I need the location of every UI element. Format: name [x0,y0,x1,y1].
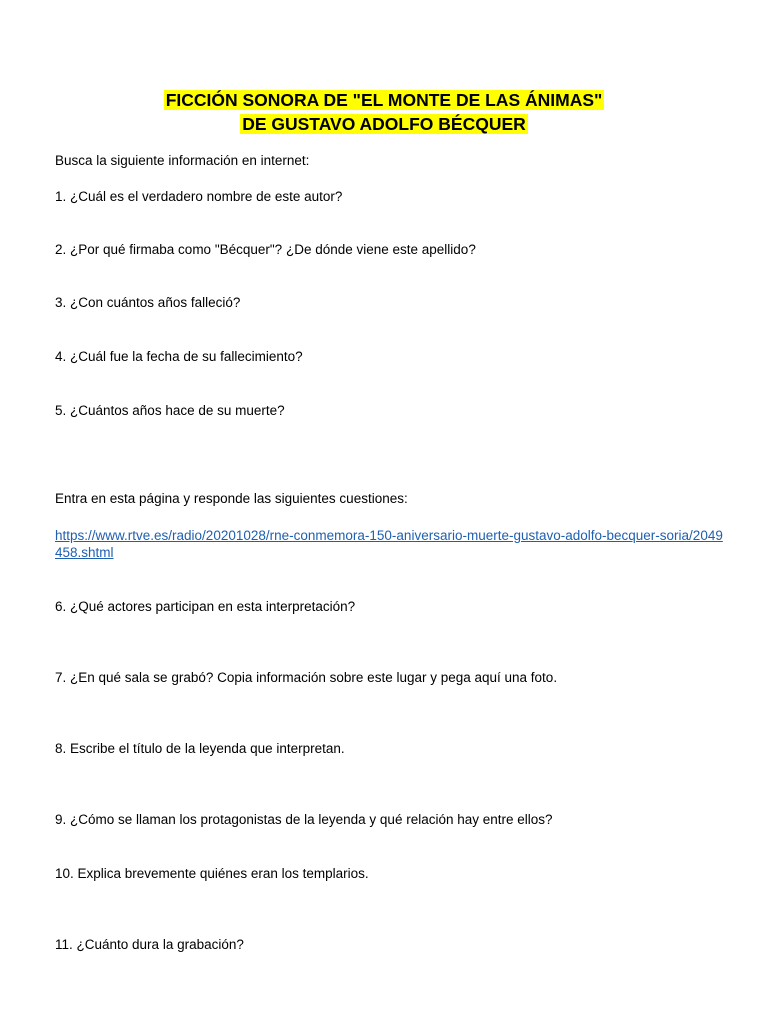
instruction-search: Busca la siguiente información en internet: [55,153,310,168]
title-line-2: DE GUSTAVO ADOLFO BÉCQUER [242,114,526,134]
question-8: 8. Escribe el título de la leyenda que interpretan. [55,741,345,756]
document-title [0,88,768,136]
title-line-1: FICCIÓN SONORA DE "EL MONTE DE LAS ÁNIMAS" [165,90,603,110]
question-7: 7. ¿En qué sala se grabó? Copia información sobre este lugar y pega aquí una foto. [55,670,558,685]
question-5: 5. ¿Cuántos años hace de su muerte? [55,403,285,418]
instruction-webpage: Entra en esta página y responde las siguientes cuestiones: [55,491,408,506]
question-9: 9. ¿Cómo se llaman los protagonistas de la leyenda y qué relación hay entre ellos? [55,812,553,827]
question-3: 3. ¿Con cuántos años falleció? [55,295,241,310]
question-1: 1. ¿Cuál es el verdadero nombre de este autor? [55,189,343,204]
rtve-link[interactable]: https://www.rtve.es/radio/20201028/rne-conmemora-150-aniversario-muerte-gustavo-adolfo-becquer-soria/2049458.shtml [55,528,723,560]
question-4: 4. ¿Cuál fue la fecha de su fallecimiento? [55,349,303,364]
question-6: 6. ¿Qué actores participan en esta interpretación? [55,599,356,614]
question-11: 11. ¿Cuánto dura la grabación? [55,937,244,952]
question-10: 10. Explica brevemente quiénes eran los templarios. [55,866,369,881]
question-2: 2. ¿Por qué firmaba como "Bécquer"? ¿De dónde viene este apellido? [55,242,476,257]
